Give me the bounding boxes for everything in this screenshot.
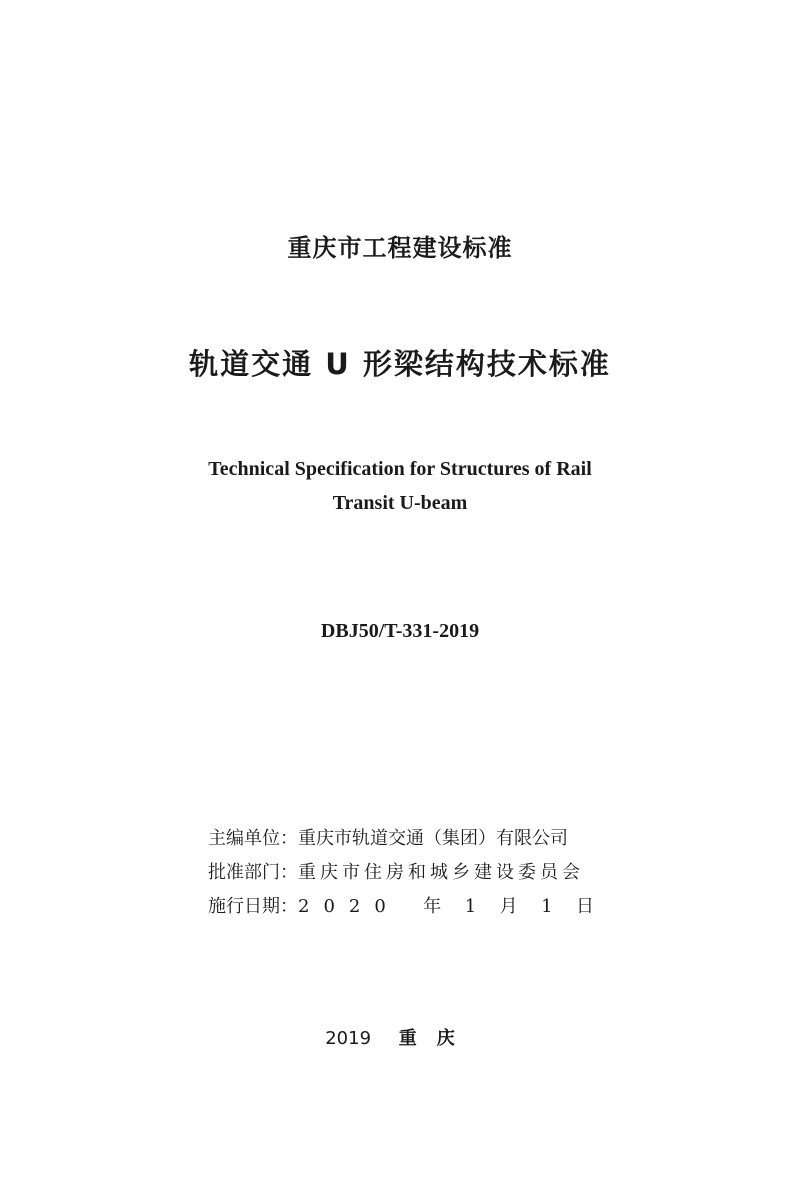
effective-label: 施行日期： [208,896,298,917]
effective-month-char: 月 [499,896,518,917]
footer [0,1024,800,1050]
effective-date-row [208,890,608,924]
footer-city: 重庆 [398,1028,475,1049]
editor-value: 重庆市轨道交通（集团）有限公司 [298,828,568,849]
approver-value: 重庆市住房和城乡建设委员会 [298,862,584,883]
effective-month: 1 [464,896,477,917]
approver-row [208,856,608,890]
approver-label: 批准部门： [208,862,298,883]
editor-label: 主编单位： [208,828,298,849]
info-block [208,822,608,924]
effective-day-char: 日 [575,896,594,917]
english-title-line-2: Transit U-beam [332,492,468,514]
english-title-line-1: Technical Specification for Structures of Rail [208,458,592,480]
footer-year: 2019 [325,1028,372,1049]
series-title: 重庆市工程建设标准 [287,234,513,262]
effective-day: 1 [541,896,553,917]
effective-date [298,890,594,924]
effective-year-char: 年 [423,896,442,917]
standard-code: DBJ50/T-331-2019 [320,620,480,642]
english-title [150,452,650,520]
main-title: 轨道交通 U 形梁结构技术标准 [189,347,611,381]
editor-row [208,822,608,856]
effective-year: 2020 [298,896,400,917]
